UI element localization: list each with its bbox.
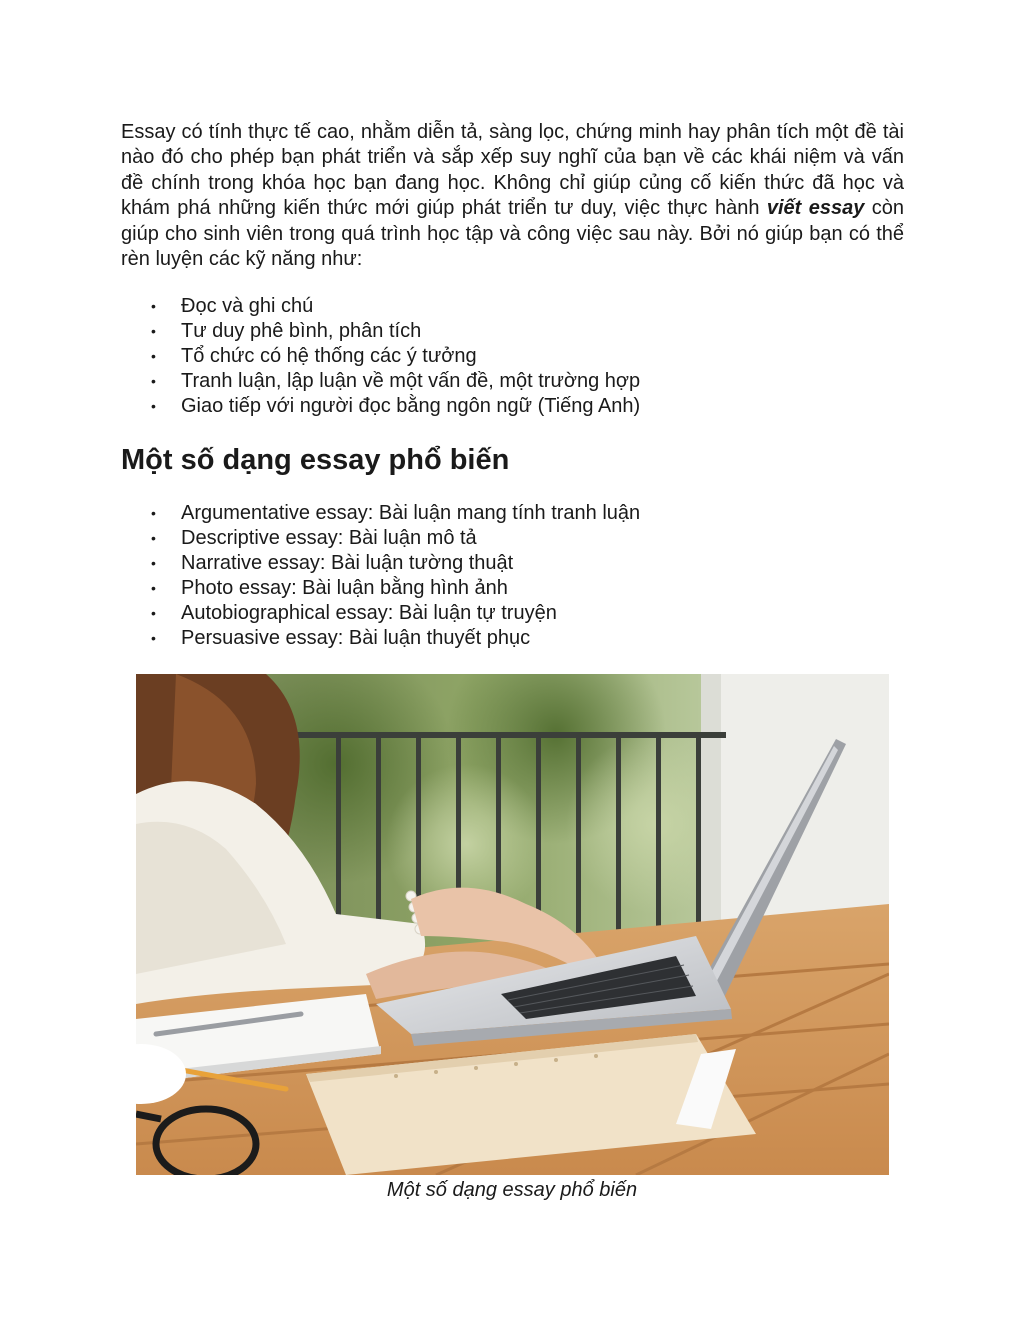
- list-item-text: Persuasive essay: Bài luận thuyết phục: [181, 627, 531, 649]
- list-item-text: Photo essay: Bài luận bằng hình ảnh: [181, 577, 508, 599]
- list-item: [121, 526, 640, 551]
- list-item-text: Descriptive essay: Bài luận mô tả: [181, 527, 477, 549]
- intro-text-start: Essay có tính thực tế cao, nhằm diễn tả, sàng lọc, chứng minh hay phân tích một đề tài nào đó cho phép bạn phát triển và sắp xếp suy nghĩ của bạn về các khái niệm và vấn đề chính trong khóa học bạn đang học. Không chỉ giúp củng cố kiến thức đã học và khám phá những kiến thức mới giúp phát triển tư duy, việc thực hành: [121, 121, 904, 220]
- list-item-text: Narrative essay: Bài luận tường thuật: [181, 552, 514, 574]
- bullet-icon: •: [151, 398, 156, 414]
- intro-text-end: còn giúp cho sinh viên trong quá trình học tập và công việc sau này. Bởi nó giúp bạn có thể rèn luyện các kỹ năng như:: [121, 197, 904, 271]
- list-item: [121, 319, 640, 344]
- skills-list: [121, 294, 640, 419]
- bullet-icon: •: [151, 630, 156, 646]
- list-item: [121, 501, 640, 526]
- list-item: [121, 601, 640, 626]
- intro-paragraph: [121, 120, 904, 272]
- section-heading: Một số dạng essay phổ biến: [121, 444, 510, 476]
- list-item-text: Tư duy phê bình, phân tích: [181, 320, 422, 342]
- list-item: [121, 576, 640, 601]
- list-item-text: Giao tiếp với người đọc bằng ngôn ngữ (Tiếng Anh): [181, 395, 641, 417]
- laptop-writing-photo: [136, 674, 889, 1175]
- bullet-icon: •: [151, 555, 156, 571]
- list-item-text: Argumentative essay: Bài luận mang tính tranh luận: [181, 502, 641, 524]
- photo-caption: Một số dạng essay phổ biến: [386, 1179, 638, 1201]
- bullet-icon: •: [151, 373, 156, 389]
- bullet-icon: •: [151, 505, 156, 521]
- bullet-icon: •: [151, 605, 156, 621]
- essay-types-list: [121, 501, 640, 651]
- list-item: [121, 626, 640, 651]
- list-item-text: Tranh luận, lập luận về một vấn đề, một trường hợp: [181, 370, 641, 392]
- bullet-icon: •: [151, 298, 156, 314]
- list-item: [121, 394, 640, 419]
- bullet-icon: •: [151, 348, 156, 364]
- list-item-text: Tổ chức có hệ thống các ý tưởng: [181, 345, 477, 367]
- bullet-icon: •: [151, 323, 156, 339]
- intro-emphasis-link[interactable]: viết essay: [766, 197, 865, 220]
- list-item-text: Autobiographical essay: Bài luận tự truyện: [181, 602, 557, 624]
- list-item: [121, 369, 640, 394]
- list-item: [121, 551, 640, 576]
- list-item-text: Đọc và ghi chú: [181, 295, 314, 317]
- list-item: [121, 344, 640, 369]
- list-item: [121, 294, 640, 319]
- bullet-icon: •: [151, 530, 156, 546]
- bullet-icon: •: [151, 580, 156, 596]
